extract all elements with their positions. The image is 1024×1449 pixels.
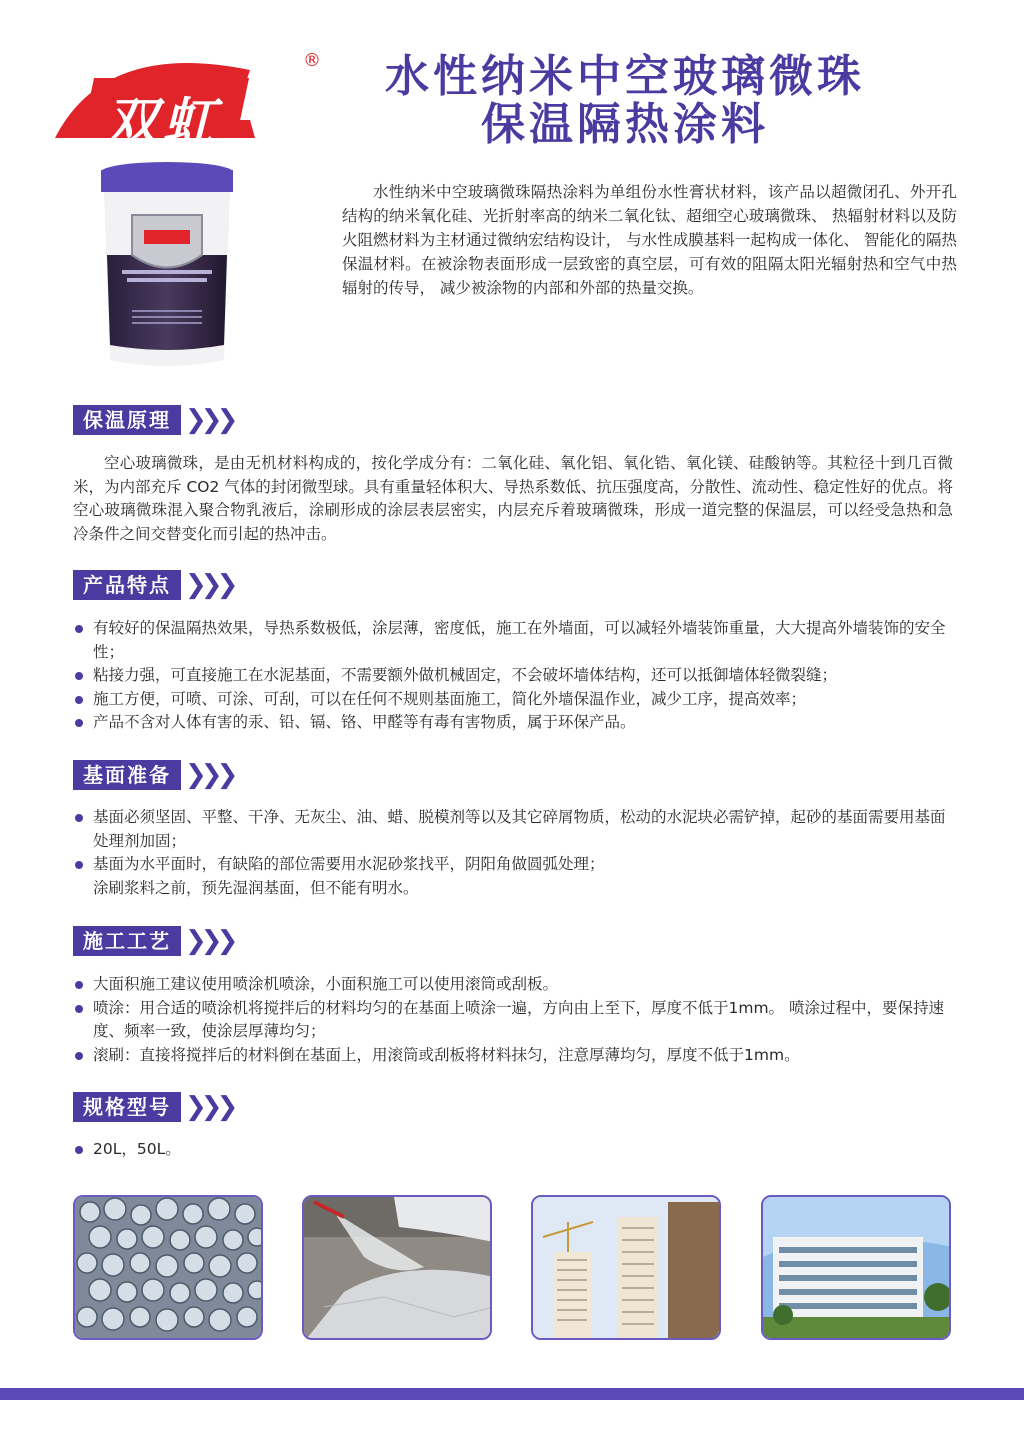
section-header-specs [73,1092,232,1122]
bullet-icon [75,1052,83,1060]
chevron-right-icon: ❯❯❯ [185,926,233,956]
bullet-icon [75,719,83,727]
footer-bar [0,1388,1024,1400]
title-line-1: 水性纳米中空玻璃微珠 [385,51,865,102]
product-bucket-image [92,160,242,375]
bullet-icon [75,1146,83,1154]
list-item: 基面为水平面时，有缺陷的部位需要用水泥砂浆找平，阴阳角做圆弧处理； [73,853,953,877]
list-item: 20L，50L。 [73,1138,953,1162]
factory-building-photo [761,1195,951,1340]
spray-application-photo [302,1195,492,1340]
chevron-right-icon: ❯❯❯ [185,1092,233,1122]
list-item: 大面积施工建议使用喷涂机喷涂，小面积施工可以使用滚筒或刮板。 [73,973,953,997]
bullet-icon [75,981,83,989]
section-title: 产品特点 [73,570,181,600]
list-item: 涂刷浆料之前，预先湿润基面，但不能有明水。 [93,878,419,897]
chevron-right-icon: ❯❯❯ [185,760,233,790]
list-item: 施工方便，可喷、可涂、可刮，可以在任何不规则基面施工，简化外墙保温作业，减少工序，提高效率； [73,688,953,712]
bullet-icon [75,672,83,680]
bullet-icon [75,696,83,704]
brand-name: 双虹 [105,93,222,153]
section-header-features [73,570,232,600]
principle-paragraph: 空心玻璃微珠，是由无机材料构成的，按化学成分有：二氧化硅、氧化铝、氧化锆、氧化镁、硅酸钠等。其粒径十到几百微米，为内部充斥 CO2 气体的封闭微型球。具有重量轻体积大、导热系数低、抗压强度高，分散性、流动性、稳定性好的优点。将空心玻璃微珠混入聚合物乳液后，涂刷形成的涂层表层密实，内层充斥着玻璃微珠，形成一道完整的保温层，可以经受急热和急冷条件之间交替变化而引起的热冲击。 [73,454,953,543]
preparation-list [73,806,953,900]
high-rise-buildings-photo [531,1195,721,1340]
registered-mark: ® [303,50,321,71]
section-title: 施工工艺 [73,926,181,956]
list-item: 滚刷：直接将搅拌后的材料倒在基面上，用滚筒或刮板将材料抹匀，注意厚薄均匀，厚度不低于1mm。 [73,1044,953,1068]
list-item: 有较好的保温隔热效果，导热系数极低，涂层薄，密度低，施工在外墙面，可以减轻外墙装饰重量，大大提高外墙装饰的安全性； [73,617,953,664]
title-line-2: 保温隔热涂料 [481,99,769,150]
list-item: 基面必须坚固、平整、干净、无灰尘、油、蜡、脱模剂等以及其它碎屑物质，松动的水泥块必需铲掉，起砂的基面需要用基面处理剂加固； [73,806,953,853]
bullet-icon [75,861,83,869]
list-item: 粘接力强，可直接施工在水泥基面，不需要额外做机械固定，不会破坏墙体结构，还可以抵御墙体轻微裂缝； [73,664,953,688]
section-title: 规格型号 [73,1092,181,1122]
construction-list [73,973,953,1067]
features-list [73,617,953,735]
section-header-construction [73,926,232,956]
bullet-icon [75,814,83,822]
section-title: 基面准备 [73,760,181,790]
chevron-right-icon: ❯❯❯ [185,570,233,600]
bullet-icon [75,625,83,633]
intro-paragraph: 水性纳米中空玻璃微珠隔热涂料为单组份水性膏状材料，该产品以超微闭孔、外开孔结构的纳米氧化硅、光折射率高的纳米二氧化钛、超细空心玻璃微珠、 热辐射材料以及防火阻燃材料为主材通过微纳宏结构设计， 与水性成膜基料一起构成一体化、 智能化的隔热保温材料。在被涂物表面形成一层致密的真空层，可有效的阻隔太阳光辐射热和空气中热辐射的传导， 减少被涂物的内部和外部的热量交换。 [342,183,957,297]
list-item: 产品不含对人体有害的汞、铅、镉、铬、甲醛等有毒有害物质，属于环保产品。 [73,711,953,735]
bullet-icon [75,1005,83,1013]
section-header-principle [73,405,232,435]
specs-list [73,1138,953,1162]
list-item: 喷涂：用合适的喷涂机将搅拌后的材料均匀的在基面上喷涂一遍，方向由上至下，厚度不低于1mm。 喷涂过程中，要保持速度、频率一致，使涂层厚薄均匀； [73,997,953,1044]
glass-microspheres-photo [73,1195,263,1340]
brand-logo [45,50,321,153]
chevron-right-icon: ❯❯❯ [185,405,233,435]
section-title: 保温原理 [73,405,181,435]
section-header-preparation [73,760,232,790]
